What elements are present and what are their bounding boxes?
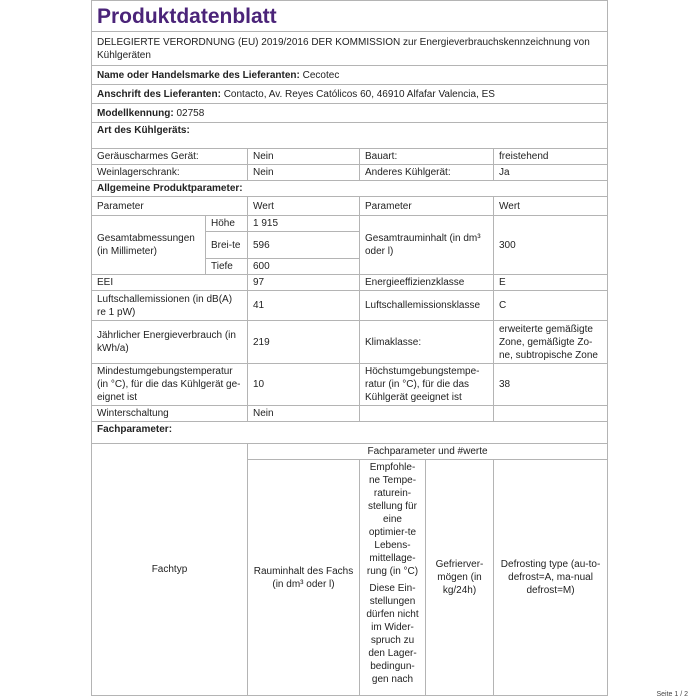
recommended-temp-text: Empfohle-ne Tempe-raturein-stellung für eine optimier-te Lebens-mittellage-rung (in °C) [366,462,419,577]
compartment-parameters-heading: Fachparameter: [92,422,608,444]
other-appliance-value: Ja [494,165,608,181]
model-value: 02758 [176,107,205,119]
col-parameter-right: Parameter [360,197,494,216]
climate-class-value: erweiterte gemäßigte Zone, gemäßigte Zo-ne, subtropische Zone [494,321,608,364]
col-value-right: Wert [494,197,608,216]
supplier-name-row [92,66,608,85]
low-noise-value: Nein [248,149,360,165]
recommended-temp-note: Diese Ein-stellungen dürfen nicht im Wider-spruch zu den Lager-bedingun-gen nach [366,583,419,685]
eei-value: 97 [248,275,360,291]
col-parameter-left: Parameter [92,197,248,216]
noise-emission-value: 41 [248,291,360,321]
product-data-sheet [91,0,607,690]
noise-emission-label: Luftschallemissionen (in dB(A) re 1 pW) [92,291,248,321]
width-label: Brei-te [206,232,248,259]
max-ambient-temp-value: 38 [494,364,608,406]
design-value: freistehend [494,149,608,165]
appliance-type-heading: Art des Kühlgeräts: [92,123,608,149]
empty-cell [360,406,494,422]
wine-cabinet-label: Weinlagerschrank: [92,165,248,181]
page-title: Produktdatenblatt [92,1,608,32]
design-label: Bauart: [360,149,494,165]
width-value: 596 [248,232,360,259]
climate-class-label: Klimaklasse: [360,321,494,364]
min-ambient-temp-value: 10 [248,364,360,406]
max-ambient-temp-label: Höchstumgebungstempe-ratur (in °C), für die das Kühlgerät geeignet ist [360,364,494,406]
supplier-name-value: Cecotec [302,69,340,81]
noise-class-label: Luftschallemissionsklasse [360,291,494,321]
winter-setting-value: Nein [248,406,360,422]
defrosting-type-header: Defrosting type (au-to-defrost=A, ma-nual defrost=M) [494,460,608,696]
noise-class-value: C [494,291,608,321]
compartment-type-header: Fachtyp [92,444,248,696]
height-label: Höhe [206,216,248,232]
wine-cabinet-value: Nein [248,165,360,181]
col-value-left: Wert [248,197,360,216]
compartment-group-header: Fachparameter und #werte [248,444,608,460]
model-row [92,104,608,123]
page-number: Seite 1 / 2 [656,691,688,698]
supplier-address-row [92,85,608,104]
supplier-address-label: Anschrift des Lieferanten: [97,88,221,100]
empty-cell [494,406,608,422]
model-label: Modellkennung: [97,107,174,119]
depth-value: 600 [248,259,360,275]
recommended-temp-header [360,460,426,696]
other-appliance-label: Anderes Kühlgerät: [360,165,494,181]
freezing-capacity-header: Gefrierver-mögen (in kg/24h) [426,460,494,696]
compartment-volume-header: Rauminhalt des Fachs (in dm³ oder l) [248,460,360,696]
height-value: 1 915 [248,216,360,232]
low-noise-label: Geräuscharmes Gerät: [92,149,248,165]
annual-energy-label: Jährlicher Energieverbrauch (in kWh/a) [92,321,248,364]
depth-label: Tiefe [206,259,248,275]
annual-energy-value: 219 [248,321,360,364]
total-volume-value: 300 [494,216,608,275]
supplier-address-value: Contacto, Av. Reyes Católicos 60, 46910 Alfafar Valencia, ES [223,88,495,100]
regulation-text: DELEGIERTE VERORDNUNG (EU) 2019/2016 DER KOMMISSION zur Energieverbrauchskennzeichnung von Kühlgeräten [92,32,608,66]
supplier-name-label: Name oder Handelsmarke des Lieferanten: [97,69,300,81]
total-volume-label: Gesamtrauminhalt (in dm³ oder l) [360,216,494,275]
datasheet-table [91,0,608,696]
general-parameters-heading: Allgemeine Produktparameter: [92,181,608,197]
energy-class-label: Energieeffizienzklasse [360,275,494,291]
min-ambient-temp-label: Mindestumgebungstemperatur (in °C), für die das Kühlgerät ge-eignet ist [92,364,248,406]
eei-label: EEI [92,275,248,291]
dimensions-label: Gesamtabmessungen (in Millimeter) [92,216,206,275]
energy-class-value: E [494,275,608,291]
winter-setting-label: Winterschaltung [92,406,248,422]
